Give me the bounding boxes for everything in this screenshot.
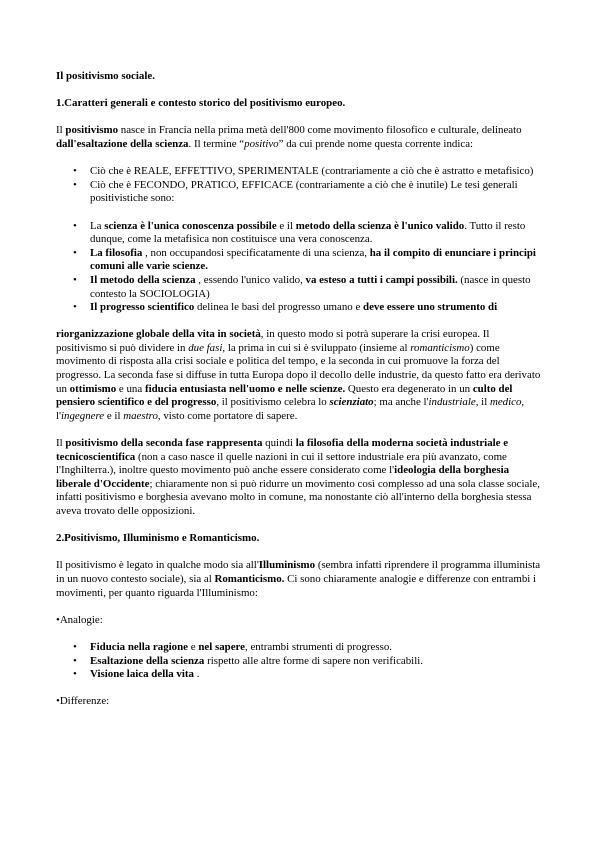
text-run: , in questo modo si potrà superare la crisi europea. Il positivismo si può dividere in [56, 328, 490, 354]
text-run: fiducia entusiasta nell'uomo e nelle scienze. [144, 382, 346, 395]
text-run: , il positivismo celebra lo [216, 396, 330, 409]
text-run: , il [475, 396, 490, 409]
text-run: industriale [428, 396, 476, 409]
text-run: deve essere uno strumento di [363, 301, 498, 314]
text-run: , la prima in cui si è sviluppato (insieme al [222, 341, 411, 354]
list-item [90, 179, 541, 206]
text-run: , entrambi strumenti di progresso. [245, 640, 392, 653]
text-run: culto del pensiero scientifico e del progresso [56, 382, 513, 409]
text-run: La [90, 219, 105, 232]
text-run: delinea le basi del progresso umano e [194, 301, 364, 314]
list-item [90, 165, 541, 179]
text-run: romanticismo [410, 341, 470, 354]
section-2-heading: 2.Positivismo, Illuminismo e Romanticismo. [56, 532, 260, 545]
text-run: metodo della scienza è l'unico valido [295, 219, 465, 232]
analogies-list [56, 641, 541, 682]
text-run: Il positivismo è legato in qualche modo sia all' [56, 559, 259, 572]
document-page [56, 60, 541, 709]
list-item [90, 641, 541, 655]
text-run: e [188, 640, 199, 653]
text-run: Questo era degenerato in un [345, 382, 473, 395]
section-1-heading: 1.Caratteri generali e contesto storico del positivismo europeo. [56, 97, 346, 110]
text-run: due fasi [188, 341, 223, 354]
text-run: . Il termine “ [188, 137, 245, 150]
list-item [90, 301, 541, 315]
document-title: Il positivismo sociale. [56, 70, 155, 82]
text-run: Ci sono chiaramente analogie e differenze con entrambi i movimenti, per quanto riguarda l'Illuminismo: [56, 572, 537, 599]
text-run: Il [56, 124, 66, 137]
list-item [90, 668, 541, 682]
text-run: medico [489, 396, 522, 409]
text-run: , l' [56, 396, 525, 422]
second-phase-paragraph [56, 437, 541, 519]
text-run: Il [56, 437, 66, 450]
text-run: . [193, 668, 200, 681]
text-run: e una [116, 382, 145, 395]
text-run: Illuminismo [258, 559, 316, 572]
text-run: nel sapere [198, 640, 245, 653]
text-run: Ciò che è REALE, EFFETTIVO, SPERIMENTALE (contrariamente a ciò che è astratto e metafisico) [90, 165, 534, 178]
text-run: ; chiaramente non si può ridurre un movimento così complesso ad una sola classe sociale, infatti positivismo e borghesia avevano molto in comune, ma nonostante ciò all'interno della borghesia stessa aveva trovato delle opposizioni. [56, 477, 540, 517]
text-run: Romanticismo. [214, 572, 285, 585]
section-2-intro [56, 559, 541, 600]
thesis-continuation-paragraph [56, 328, 541, 423]
text-run: maestro [123, 409, 158, 422]
section-1-intro [56, 124, 541, 151]
text-run: rispetto alle altre forme di sapere non verificabili. [204, 654, 423, 667]
text-run: va esteso a tutti i campi possibili. [305, 273, 458, 286]
list-item [90, 220, 541, 247]
differences-label: •Differenze: [56, 695, 110, 708]
text-run: ha il compito di enunciare i principi comuni alle varie scienze. [90, 246, 536, 273]
text-run: (non a caso nasce il quelle nazioni in cui il settore industriale era più avanzato, come l'Inghilterra.), inoltre questo movimento può anche essere considerato come l' [56, 450, 507, 477]
text-run: Fiducia nella ragione [90, 640, 189, 653]
text-run: dall'esaltazione della scienza [56, 137, 189, 150]
text-run: positivo [244, 137, 279, 150]
text-run: e il [276, 219, 296, 232]
meaning-list [56, 165, 541, 206]
text-run: Il progresso scientifico [90, 301, 195, 314]
text-run: Il metodo della scienza [90, 273, 196, 286]
text-run: scienziato [329, 396, 374, 409]
text-run: , essendo l'unico valido, [195, 273, 306, 286]
text-run: riorganizzazione globale della vita in società [56, 328, 261, 341]
text-run: ” da cui prende nome questa corrente indica: [278, 137, 474, 150]
text-run: e il [104, 409, 124, 422]
list-item [90, 247, 541, 274]
text-run: ideologia della borghesia liberale d'Occidente [56, 464, 510, 490]
text-run: quindi [262, 437, 296, 450]
text-run: La filosofia [90, 246, 143, 259]
text-run: Visione laica della vita [90, 668, 194, 681]
text-run: ingegnere [61, 409, 105, 422]
thesis-list [56, 220, 541, 315]
analogies-label: •Analogie: [56, 613, 103, 626]
text-run: ottimismo [69, 382, 117, 395]
list-item [90, 655, 541, 669]
text-run: , non occupandosi specificatamente di una scienza, [142, 246, 370, 259]
text-run: scienza è l'unica conoscenza possibile [104, 219, 277, 232]
text-run: nasce in Francia nella prima metà dell'800 come movimento filosofico e culturale, delineato [118, 124, 522, 137]
text-run: Ciò che è FECONDO, PRATICO, EFFICACE (contrariamente a ciò che è inutile) Le tesi generali positivistiche sono: [90, 178, 518, 205]
text-run: , visto come portatore di sapere. [157, 409, 298, 422]
text-run: (sembra infatti riprendere il programma illuminista in un nuovo contesto sociale), sia al [56, 559, 541, 585]
text-run: la filosofia della moderna società industriale e tecnicoscientifica [56, 437, 509, 463]
text-run: ; ma anche l' [373, 396, 429, 409]
list-item [90, 274, 541, 301]
text-run: positivismo [65, 124, 119, 137]
text-run: . Tutto il resto dunque, come la metafisica non costituisce una vera conoscenza. [90, 219, 526, 246]
text-run: (nasce in questo contesto la SOCIOLOGIA) [90, 273, 531, 300]
text-run: positivismo della seconda fase rappresenta [65, 437, 263, 450]
text-run: Esaltazione della scienza [90, 654, 205, 667]
text-run: ) come movimento di risposta alla crisi sociale e politica del tempo, e la seconda in cui promuove la forza del progresso. La seconda fase si diffuse in tutta Europa dopo il decollo delle industrie, da questo fatto era derivato un [56, 341, 541, 395]
